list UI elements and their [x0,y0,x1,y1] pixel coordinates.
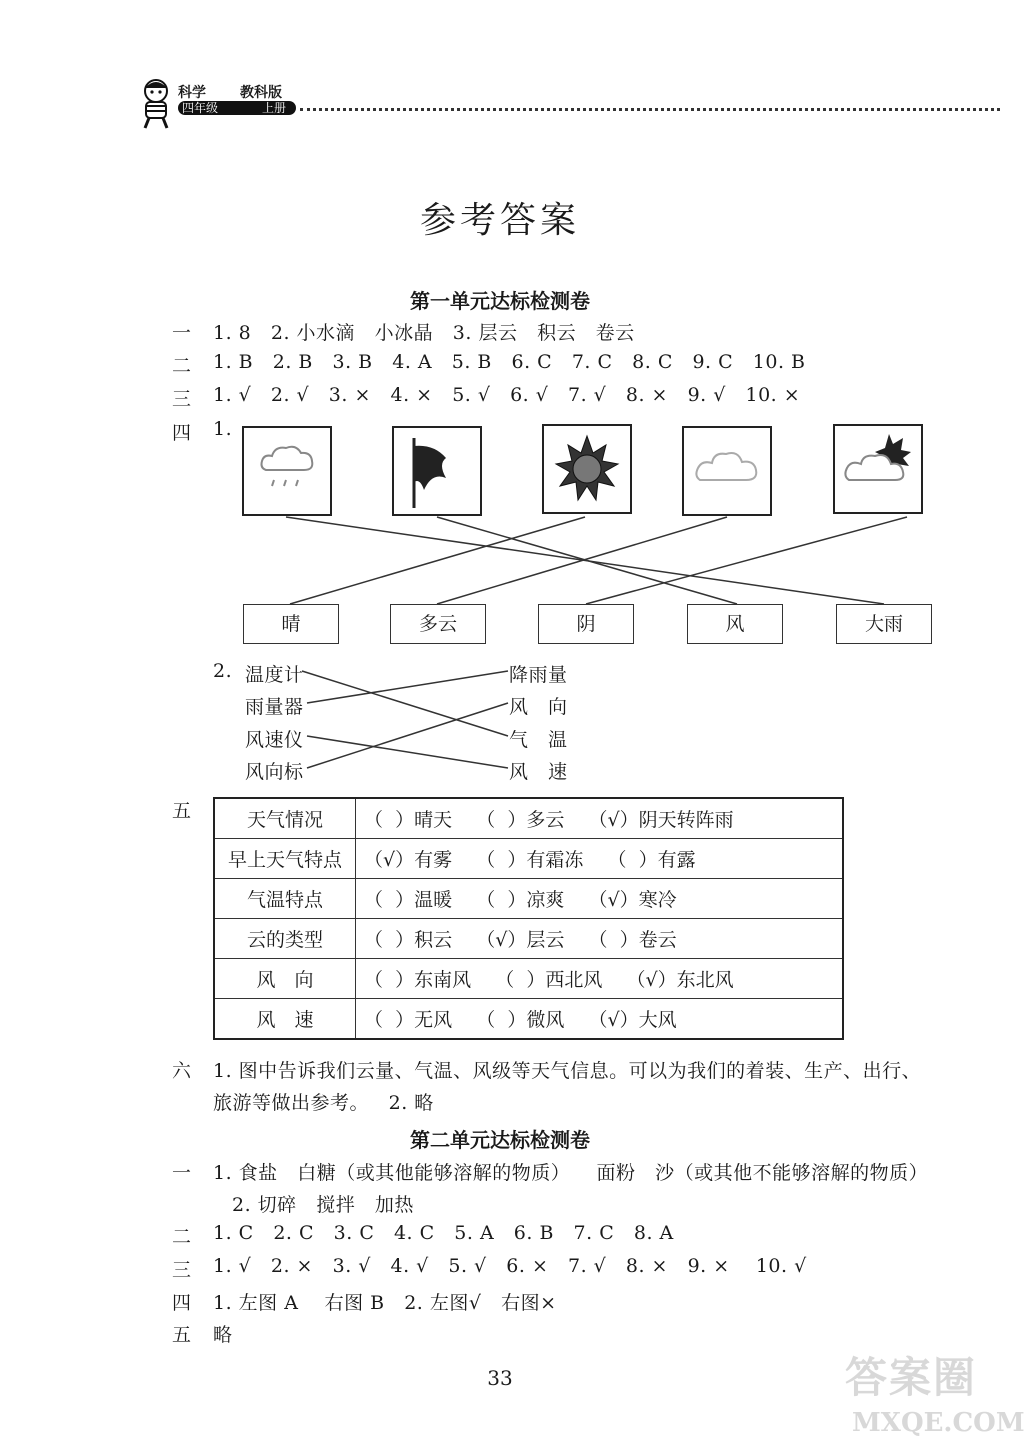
measurement-item: 降雨量 [509,664,568,686]
match-line [290,517,585,604]
u1-q1-answer: 1. 8 2. 小水滴 小冰晶 3. 层云 积云 卷云 [213,322,635,344]
u1-q6-num: 六 [172,1060,192,1082]
u1-q6-line2: 旅游等做出参考。 2. 略 [213,1092,434,1114]
u2-q1-num: 一 [172,1162,192,1184]
u2-q4-num: 四 [172,1292,192,1314]
match-line [307,703,508,768]
u1-q1-num: 一 [172,322,192,344]
measurement-item: 气 温 [509,729,568,751]
measurement-item: 风 速 [509,761,568,783]
table-value: （√）有雾 （ ）有霜冻 （ ）有露 [356,839,844,879]
u2-q2-num: 二 [172,1226,192,1248]
header-grade: 四年级 [182,101,219,115]
watermark-text: 答案圈 [845,1353,978,1402]
instrument-item: 风向标 [245,761,304,783]
u2-q1-line1: 1. 食盐 白糖（或其他能够溶解的物质） 面粉 沙（或其他不能够溶解的物质） [213,1162,929,1184]
word-box: 风 [687,604,783,644]
unit1-title: 第一单元达标检测卷 [410,289,590,313]
u2-q5-answer: 略 [213,1324,233,1346]
table-row [214,879,843,919]
table-key: 天气情况 [214,798,356,839]
u1-q4-num: 四 [172,422,192,444]
table-row [214,919,843,959]
table-value: （ ）无风 （ ）微风 （√）大风 [356,999,844,1040]
table-key: 气温特点 [214,879,356,919]
match-line [586,517,907,604]
word-box: 晴 [243,604,339,644]
watermark-url: MXQE.COM [852,1408,1025,1438]
table-key: 风 速 [214,999,356,1040]
u1-q6-line1: 1. 图中告诉我们云量、气温、风级等天气信息。可以为我们的着装、生产、出行、 [213,1060,922,1082]
u1-q3-num: 三 [172,388,192,410]
table-value: （ ）东南风 （ ）西北风 （√）东北风 [356,959,844,999]
unit2-title: 第二单元达标检测卷 [410,1128,590,1152]
page-title: 参考答案 [419,200,580,241]
u1-q2-answer: 1. B 2. B 3. B 4. A 5. B 6. C 7. C 8. C 9. C 10. B [213,351,806,373]
u1-q5-num: 五 [172,800,192,822]
instrument-item: 温度计 [245,664,304,686]
word-box: 多云 [390,604,486,644]
header-volume: 上册 [262,101,287,115]
u2-q3-num: 三 [172,1259,192,1281]
page-number: 33 [487,1366,513,1390]
table-key: 云的类型 [214,919,356,959]
measurement-item: 风 向 [509,696,568,718]
table-row [214,999,843,1040]
table-row [214,959,843,999]
u2-q1-line2: 2. 切碎 搅拌 加热 [232,1194,414,1216]
table-key: 早上天气特点 [214,839,356,879]
instrument-item: 风速仪 [245,729,304,751]
match-line [302,671,508,736]
word-box: 大雨 [836,604,932,644]
match-line [307,671,508,703]
header-edition: 教科版 [240,85,282,101]
u2-q5-num: 五 [172,1324,192,1346]
u1-q3-answer: 1. √ 2. √ 3. × 4. × 5. √ 6. √ 7. √ 8. × 9. √ 10. × [213,384,801,406]
u2-q4-answer: 1. 左图 A 右图 B 2. 左图√ 右图× [213,1292,557,1314]
u2-q2-answer: 1. C 2. C 3. C 4. C 5. A 6. B 7. C 8. A [213,1222,674,1244]
table-value: （ ）积云 （√）层云 （ ）卷云 [356,919,844,959]
u2-q3-answer: 1. √ 2. × 3. √ 4. √ 5. √ 6. × 7. √ 8. × 9. × 10. √ [213,1255,807,1277]
weather-table [213,797,844,1040]
table-row [214,839,843,879]
u1-q2-num: 二 [172,355,192,377]
table-key: 风 向 [214,959,356,999]
instrument-item: 雨量器 [245,696,304,718]
table-value: （ ）晴天 （ ）多云 （√）阴天转阵雨 [356,798,844,839]
header-subject: 科学 [178,85,206,101]
word-box: 阴 [538,604,634,644]
table-row [214,798,843,839]
match-line [307,736,508,768]
table-value: （ ）温暖 （ ）凉爽 （√）寒冷 [356,879,844,919]
u1-q4-sub1: 1. [213,418,233,440]
u1-q4-sub2: 2. [213,660,233,682]
